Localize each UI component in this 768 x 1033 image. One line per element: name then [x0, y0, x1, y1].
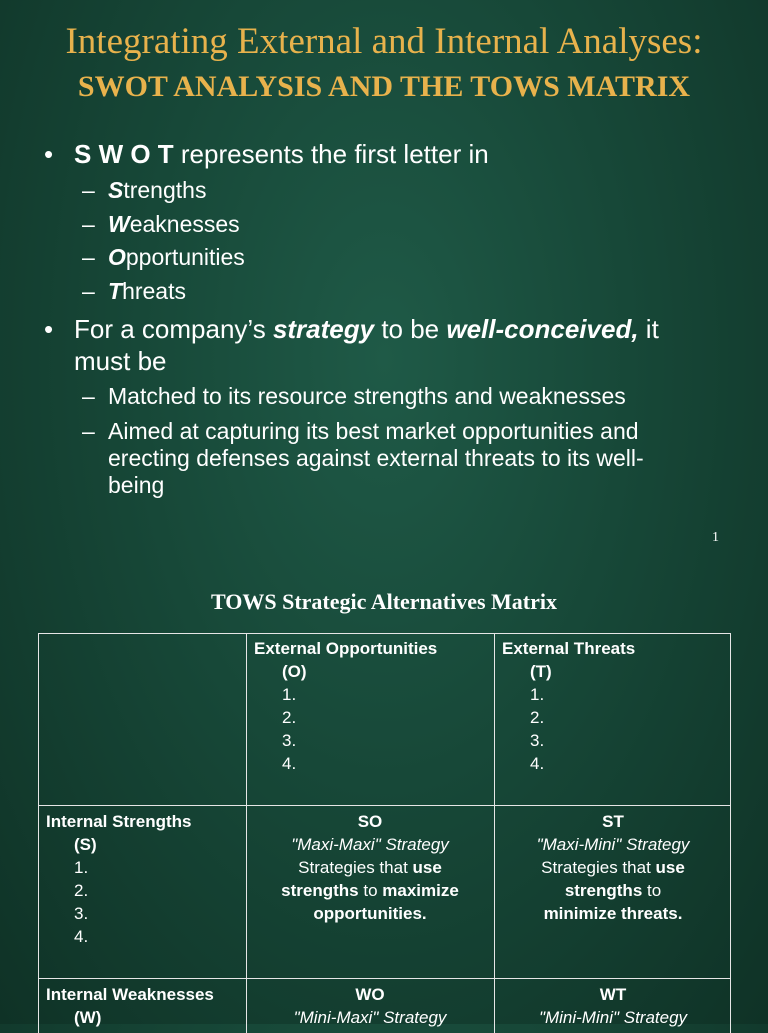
swot-keyword: S W O T	[74, 139, 174, 169]
bullet-strategy-cont: must be	[74, 346, 167, 376]
cell-external-threats: External Threats (T) 1. 2. 3. 4.	[502, 639, 636, 773]
cell-internal-weaknesses: Internal Weaknesses (W)	[46, 985, 214, 1027]
cell-wt-strategy: WT "Mini-Mini" Strategy	[538, 985, 688, 1027]
swot-item-opportunities: – Opportunities	[82, 244, 245, 270]
matrix-border-top	[38, 633, 731, 634]
bullet-dot: •	[44, 314, 54, 344]
swot-item-strengths: – Strengths	[82, 177, 207, 203]
matrix-border-right	[730, 633, 731, 1033]
matrix-divider-col1	[246, 633, 247, 1033]
cell-st-strategy: ST "Maxi-Mini" Strategy Strategies that use strengths to minimize threats.	[536, 812, 690, 923]
sub-bullet-aimed-line2: erecting defenses against external threats to its well-	[108, 445, 644, 471]
matrix-border-left	[38, 633, 39, 1033]
matrix-divider-row2	[38, 978, 731, 979]
slide-title: Integrating External and Internal Analyses:	[65, 21, 703, 62]
bullet-text: represents the first letter in	[173, 139, 489, 169]
bullet-strategy: • For a company’s strategy to be well-conceived, it	[44, 314, 659, 344]
cell-internal-strengths: Internal Strengths (S) 1. 2. 3. 4.	[46, 812, 192, 946]
cell-wo-strategy: WO "Mini-Maxi" Strategy	[293, 985, 447, 1027]
cell-so-strategy: SO "Maxi-Maxi" Strategy Strategies that use strengths to maximize opportunities.	[281, 812, 459, 923]
sub-bullet-aimed: – Aimed at capturing its best market opportunities and	[82, 418, 639, 444]
page-number: 1	[712, 530, 719, 545]
swot-item-threats: – Threats	[82, 278, 186, 304]
swot-item-weaknesses: – Weaknesses	[82, 211, 240, 237]
matrix-divider-row1	[38, 805, 731, 806]
tows-matrix	[38, 633, 731, 1033]
matrix-title: TOWS Strategic Alternatives Matrix	[210, 589, 558, 614]
sub-bullet-aimed-line3: being	[108, 472, 165, 498]
matrix-divider-col2	[494, 633, 495, 1033]
bullet-dot: •	[44, 139, 54, 169]
sub-bullet-matched: – Matched to its resource strengths and weaknesses	[82, 383, 626, 409]
bullet-swot	[44, 138, 489, 170]
cell-external-opportunities: External Opportunities (O) 1. 2. 3. 4.	[254, 639, 438, 773]
slide-subtitle: SWOT ANALYSIS AND THE TOWS MATRIX	[77, 70, 691, 103]
